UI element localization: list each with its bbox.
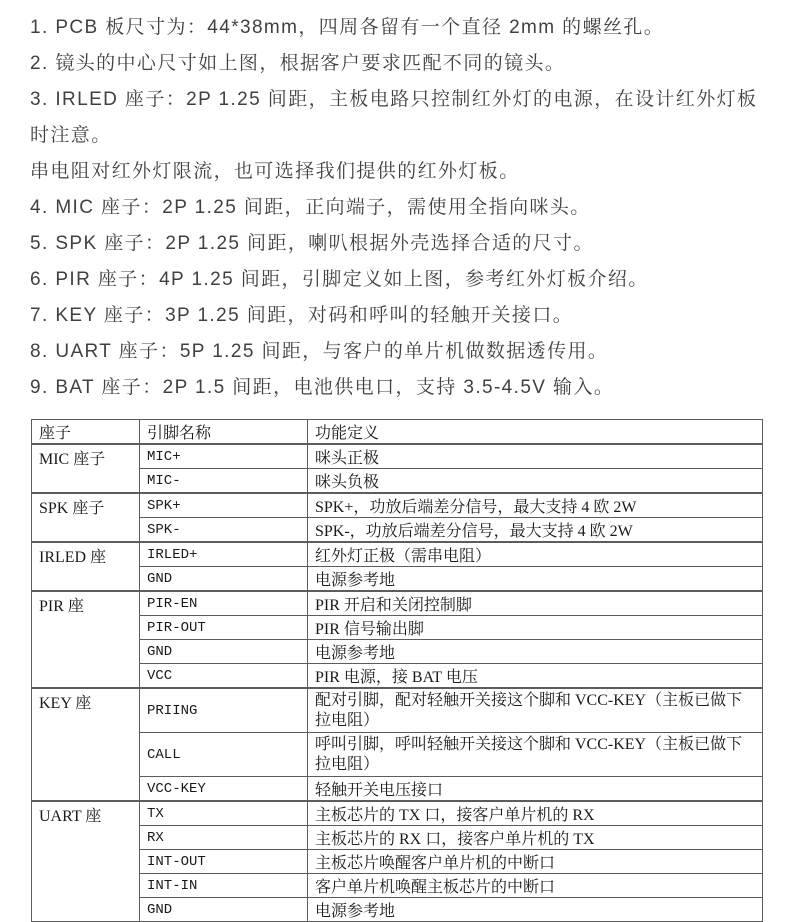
note-line-bat: 9. BAT 座子：2P 1.5 间距，电池供电口，支持 3.5-4.5V 输入。 bbox=[30, 377, 615, 398]
header-connector: 座子 bbox=[32, 420, 140, 445]
pin-cell: GND bbox=[140, 640, 308, 664]
table-row bbox=[32, 688, 763, 733]
table-row bbox=[32, 567, 763, 592]
pin-cell: INT-IN bbox=[140, 874, 308, 898]
function-cell: 红外灯正极（需串电阻） bbox=[308, 542, 763, 567]
pin-cell: INT-OUT bbox=[140, 850, 308, 874]
pin-cell: TX bbox=[140, 801, 308, 826]
function-cell: SPK-，功放后端差分信号，最大支持 4 欧 2W bbox=[308, 518, 763, 543]
table-row bbox=[32, 616, 763, 640]
table-row bbox=[32, 777, 763, 802]
header-pin-name: 引脚名称 bbox=[140, 420, 308, 445]
note-line-uart: 8. UART 座子：5P 1.25 间距，与客户的单片机做数据透传用。 bbox=[30, 341, 609, 362]
function-cell: 主板芯片唤醒客户单片机的中断口 bbox=[308, 850, 763, 874]
note-line-pir: 6. PIR 座子：4P 1.25 间距，引脚定义如上图，参考红外灯板介绍。 bbox=[30, 269, 649, 290]
note-line-irled: 3. IRLED 座子：2P 1.25 间距，主板电路只控制红外灯的电源，在设计红外灯板 bbox=[30, 89, 758, 110]
function-cell: 电源参考地 bbox=[308, 640, 763, 664]
pin-cell: SPK+ bbox=[140, 493, 308, 518]
header-function: 功能定义 bbox=[308, 420, 763, 445]
connector-cell: KEY 座 bbox=[32, 688, 140, 801]
pin-cell: PIR-OUT bbox=[140, 616, 308, 640]
table-row bbox=[32, 518, 763, 543]
connector-cell: IRLED 座 bbox=[32, 542, 140, 591]
function-cell: 呼叫引脚，呼叫轻触开关接这个脚和 VCC-KEY（主板已做下拉电阻） bbox=[308, 733, 763, 777]
table-row bbox=[32, 826, 763, 850]
pin-cell: MIC+ bbox=[140, 444, 308, 469]
function-cell: 电源参考地 bbox=[308, 567, 763, 592]
table-header-row bbox=[32, 420, 763, 445]
table-row bbox=[32, 874, 763, 898]
pin-cell: SPK- bbox=[140, 518, 308, 543]
note-line-pcb-size: 1. PCB 板尺寸为：44*38mm，四周各留有一个直径 2mm 的螺丝孔。 bbox=[30, 17, 665, 38]
table-row bbox=[32, 664, 763, 689]
function-cell: 咪头正极 bbox=[308, 444, 763, 469]
function-cell: 轻触开关电压接口 bbox=[308, 777, 763, 802]
notes-list bbox=[0, 0, 790, 406]
function-cell: 主板芯片的 RX 口，接客户单片机的 TX bbox=[308, 826, 763, 850]
note-line-lens: 2. 镜头的中心尺寸如上图，根据客户要求匹配不同的镜头。 bbox=[30, 53, 566, 74]
note-line-mic: 4. MIC 座子：2P 1.25 间距，正向端子，需使用全指向咪头。 bbox=[30, 197, 591, 218]
function-cell: 咪头负极 bbox=[308, 469, 763, 494]
pin-definition-table bbox=[31, 419, 763, 922]
function-cell: PIR 开启和关闭控制脚 bbox=[308, 591, 763, 616]
table-row bbox=[32, 733, 763, 777]
pin-cell: VCC-KEY bbox=[140, 777, 308, 802]
pin-cell: CALL bbox=[140, 733, 308, 777]
table-row bbox=[32, 469, 763, 494]
function-cell: 配对引脚，配对轻触开关接这个脚和 VCC-KEY（主板已做下拉电阻） bbox=[308, 688, 763, 733]
table-row bbox=[32, 898, 763, 922]
table-row bbox=[32, 801, 763, 826]
function-cell: PIR 信号输出脚 bbox=[308, 616, 763, 640]
table-row bbox=[32, 850, 763, 874]
function-cell: 主板芯片的 TX 口，接客户单片机的 RX bbox=[308, 801, 763, 826]
pin-cell: GND bbox=[140, 898, 308, 922]
pin-cell: RX bbox=[140, 826, 308, 850]
pin-cell: GND bbox=[140, 567, 308, 592]
table-row bbox=[32, 591, 763, 616]
note-line-spk: 5. SPK 座子：2P 1.25 间距，喇叭根据外壳选择合适的尺寸。 bbox=[30, 233, 594, 254]
function-cell: 客户单片机唤醒主板芯片的中断口 bbox=[308, 874, 763, 898]
function-cell: PIR 电源，接 BAT 电压 bbox=[308, 664, 763, 689]
table-row bbox=[32, 542, 763, 567]
connector-cell: PIR 座 bbox=[32, 591, 140, 688]
note-line-resistor: 串电阻对红外灯限流，也可选择我们提供的红外灯板。 bbox=[30, 161, 520, 182]
pin-cell: PRIING bbox=[140, 688, 308, 733]
function-cell: SPK+，功放后端差分信号，最大支持 4 欧 2W bbox=[308, 493, 763, 518]
pin-cell: VCC bbox=[140, 664, 308, 689]
note-line-key: 7. KEY 座子：3P 1.25 间距，对码和呼叫的轻触开关接口。 bbox=[30, 305, 574, 326]
table-row bbox=[32, 493, 763, 518]
connector-cell: MIC 座子 bbox=[32, 444, 140, 493]
function-cell: 电源参考地 bbox=[308, 898, 763, 922]
table-row bbox=[32, 640, 763, 664]
pin-cell: PIR-EN bbox=[140, 591, 308, 616]
connector-cell: SPK 座子 bbox=[32, 493, 140, 542]
connector-cell: UART 座 bbox=[32, 801, 140, 922]
pin-cell: IRLED+ bbox=[140, 542, 308, 567]
pin-cell: MIC- bbox=[140, 469, 308, 494]
note-line-irled-wrap: 时注意。 bbox=[30, 125, 112, 146]
table-row bbox=[32, 444, 763, 469]
